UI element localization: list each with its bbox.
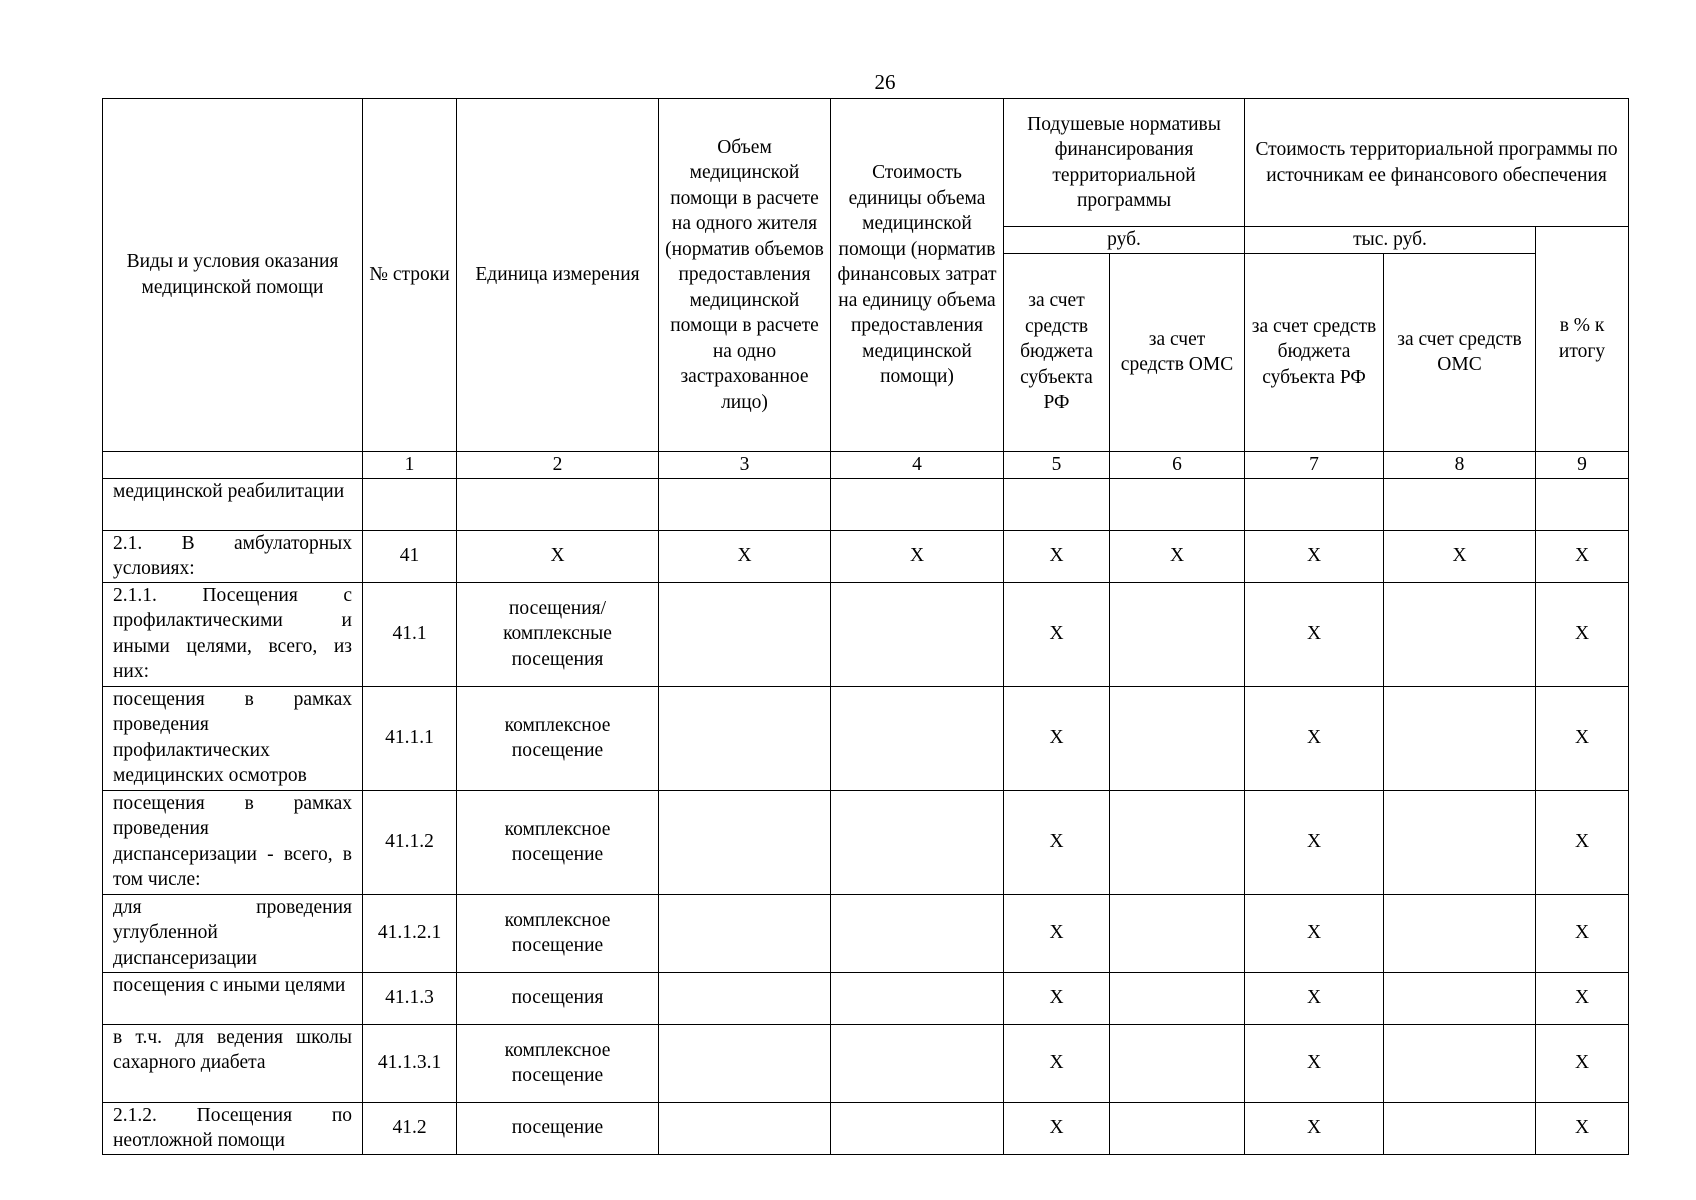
cell-oms-thous bbox=[1384, 582, 1536, 686]
row-unit: комплексное посещение bbox=[457, 686, 659, 790]
header-row-number: № строки bbox=[363, 99, 457, 452]
column-number: 7 bbox=[1245, 451, 1384, 478]
cell-percent: X bbox=[1536, 790, 1629, 894]
cell-cost bbox=[831, 894, 1004, 972]
table-body bbox=[103, 478, 1629, 1154]
table-row bbox=[103, 530, 1629, 582]
header-per-capita-group: Подушевые нормативы финансирования территориальной программы bbox=[1004, 99, 1245, 227]
table-row bbox=[103, 1102, 1629, 1154]
cell-percent: X bbox=[1536, 686, 1629, 790]
row-unit: комплексное посещение bbox=[457, 1024, 659, 1102]
cell-volume bbox=[659, 972, 831, 1024]
cell-oms-thous bbox=[1384, 686, 1536, 790]
header-percent: в % к итогу bbox=[1536, 227, 1629, 452]
row-number: 41.1.1 bbox=[363, 686, 457, 790]
cell-cost bbox=[831, 686, 1004, 790]
cell-budget-rub: X bbox=[1004, 894, 1110, 972]
cell-oms-rub bbox=[1110, 894, 1245, 972]
cell-oms-thous bbox=[1384, 478, 1536, 530]
column-number: 2 bbox=[457, 451, 659, 478]
row-unit bbox=[457, 478, 659, 530]
cell-volume bbox=[659, 1102, 831, 1154]
cell-budget-rub: X bbox=[1004, 1024, 1110, 1102]
cell-oms-thous bbox=[1384, 972, 1536, 1024]
row-unit: комплексное посещение bbox=[457, 894, 659, 972]
cell-volume bbox=[659, 686, 831, 790]
cell-oms-thous bbox=[1384, 790, 1536, 894]
table-header bbox=[103, 99, 1629, 479]
cell-budget-thous: X bbox=[1245, 686, 1384, 790]
row-number: 41.1.3 bbox=[363, 972, 457, 1024]
cell-budget-rub: X bbox=[1004, 530, 1110, 582]
row-name: 2.1.2. Посещения по неотложной помощи bbox=[103, 1102, 363, 1154]
header-unit: Единица измерения bbox=[457, 99, 659, 452]
row-name: посещения с иными целями bbox=[103, 972, 363, 1024]
financing-table bbox=[102, 98, 1629, 1155]
row-unit: посещения/ комплексные посещения bbox=[457, 582, 659, 686]
table-row bbox=[103, 686, 1629, 790]
cell-budget-thous: X bbox=[1245, 1102, 1384, 1154]
row-number: 41.1.3.1 bbox=[363, 1024, 457, 1102]
row-number: 41 bbox=[363, 530, 457, 582]
cell-percent: X bbox=[1536, 894, 1629, 972]
column-number: 6 bbox=[1110, 451, 1245, 478]
cell-budget-rub: X bbox=[1004, 582, 1110, 686]
row-name: посещения в рамках проведения диспансеризации - всего, в том числе: bbox=[103, 790, 363, 894]
page-number: 26 bbox=[874, 70, 896, 94]
header-budget-rub: за счет средств бюджета субъекта РФ bbox=[1004, 253, 1110, 451]
cell-oms-rub: X bbox=[1110, 530, 1245, 582]
cell-volume bbox=[659, 790, 831, 894]
column-number: 1 bbox=[363, 451, 457, 478]
cell-cost bbox=[831, 972, 1004, 1024]
column-number: 4 bbox=[831, 451, 1004, 478]
header-program-cost-group: Стоимость территориальной программы по источникам ее финансового обеспечения bbox=[1245, 99, 1629, 227]
cell-cost bbox=[831, 582, 1004, 686]
cell-oms-rub bbox=[1110, 1102, 1245, 1154]
row-number: 41.1.2.1 bbox=[363, 894, 457, 972]
cell-percent: X bbox=[1536, 530, 1629, 582]
cell-volume bbox=[659, 1024, 831, 1102]
header-oms-rub: за счет средств ОМС bbox=[1110, 253, 1245, 451]
table-row bbox=[103, 790, 1629, 894]
row-name: для проведения углубленной диспансеризации bbox=[103, 894, 363, 972]
column-number bbox=[103, 451, 363, 478]
cell-cost bbox=[831, 1102, 1004, 1154]
row-name: 2.1.1. Посещения с профилактическими и иными целями, всего, из них: bbox=[103, 582, 363, 686]
cell-percent: X bbox=[1536, 1024, 1629, 1102]
column-number: 8 bbox=[1384, 451, 1536, 478]
cell-oms-thous bbox=[1384, 894, 1536, 972]
cell-percent: X bbox=[1536, 1102, 1629, 1154]
header-cost: Стоимость единицы объема медицинской помощи (норматив финансовых затрат на единицу объема предоставления медицинской помощи) bbox=[831, 99, 1004, 452]
cell-oms-thous bbox=[1384, 1102, 1536, 1154]
row-number: 41.1.2 bbox=[363, 790, 457, 894]
cell-percent: X bbox=[1536, 582, 1629, 686]
row-name: посещения в рамках проведения профилактических медицинских осмотров bbox=[103, 686, 363, 790]
cell-budget-rub bbox=[1004, 478, 1110, 530]
cell-oms-thous bbox=[1384, 1024, 1536, 1102]
cell-oms-rub bbox=[1110, 686, 1245, 790]
row-number: 41.1 bbox=[363, 582, 457, 686]
row-unit: посещение bbox=[457, 1102, 659, 1154]
row-unit: посещения bbox=[457, 972, 659, 1024]
table-row bbox=[103, 972, 1629, 1024]
column-number: 5 bbox=[1004, 451, 1110, 478]
row-name: в т.ч. для ведения школы сахарного диабета bbox=[103, 1024, 363, 1102]
table-row bbox=[103, 478, 1629, 530]
column-number: 3 bbox=[659, 451, 831, 478]
row-unit: X bbox=[457, 530, 659, 582]
header-volume: Объем медицинской помощи в расчете на одного жителя (норматив объемов предоставления медицинской помощи в расчете на одно застрахованное лицо) bbox=[659, 99, 831, 452]
cell-oms-rub bbox=[1110, 478, 1245, 530]
cell-volume bbox=[659, 478, 831, 530]
header-unit-rub: руб. bbox=[1004, 227, 1245, 254]
cell-budget-thous bbox=[1245, 478, 1384, 530]
cell-percent bbox=[1536, 478, 1629, 530]
header-unit-thous-rub: тыс. руб. bbox=[1245, 227, 1536, 254]
column-number: 9 bbox=[1536, 451, 1629, 478]
cell-budget-thous: X bbox=[1245, 972, 1384, 1024]
row-name: 2.1. В амбулаторных условиях: bbox=[103, 530, 363, 582]
cell-budget-rub: X bbox=[1004, 686, 1110, 790]
cell-cost: X bbox=[831, 530, 1004, 582]
header-name: Виды и условия оказания медицинской помощи bbox=[103, 99, 363, 452]
row-number bbox=[363, 478, 457, 530]
cell-budget-thous: X bbox=[1245, 1024, 1384, 1102]
row-name: медицинской реабилитации bbox=[103, 478, 363, 530]
cell-cost bbox=[831, 1024, 1004, 1102]
cell-budget-rub: X bbox=[1004, 790, 1110, 894]
table-row bbox=[103, 1024, 1629, 1102]
cell-volume: X bbox=[659, 530, 831, 582]
row-unit: комплексное посещение bbox=[457, 790, 659, 894]
column-number-row bbox=[103, 451, 1629, 478]
cell-volume bbox=[659, 582, 831, 686]
cell-budget-thous: X bbox=[1245, 790, 1384, 894]
header-budget-thous: за счет средств бюджета субъекта РФ bbox=[1245, 253, 1384, 451]
table-row bbox=[103, 894, 1629, 972]
cell-budget-thous: X bbox=[1245, 582, 1384, 686]
cell-budget-thous: X bbox=[1245, 894, 1384, 972]
row-number: 41.2 bbox=[363, 1102, 457, 1154]
cell-budget-rub: X bbox=[1004, 972, 1110, 1024]
cell-oms-thous: X bbox=[1384, 530, 1536, 582]
cell-cost bbox=[831, 790, 1004, 894]
cell-percent: X bbox=[1536, 972, 1629, 1024]
cell-oms-rub bbox=[1110, 1024, 1245, 1102]
header-oms-thous: за счет средств ОМС bbox=[1384, 253, 1536, 451]
cell-budget-rub: X bbox=[1004, 1102, 1110, 1154]
table-row bbox=[103, 582, 1629, 686]
cell-budget-thous: X bbox=[1245, 530, 1384, 582]
cell-cost bbox=[831, 478, 1004, 530]
cell-volume bbox=[659, 894, 831, 972]
cell-oms-rub bbox=[1110, 790, 1245, 894]
cell-oms-rub bbox=[1110, 972, 1245, 1024]
cell-oms-rub bbox=[1110, 582, 1245, 686]
